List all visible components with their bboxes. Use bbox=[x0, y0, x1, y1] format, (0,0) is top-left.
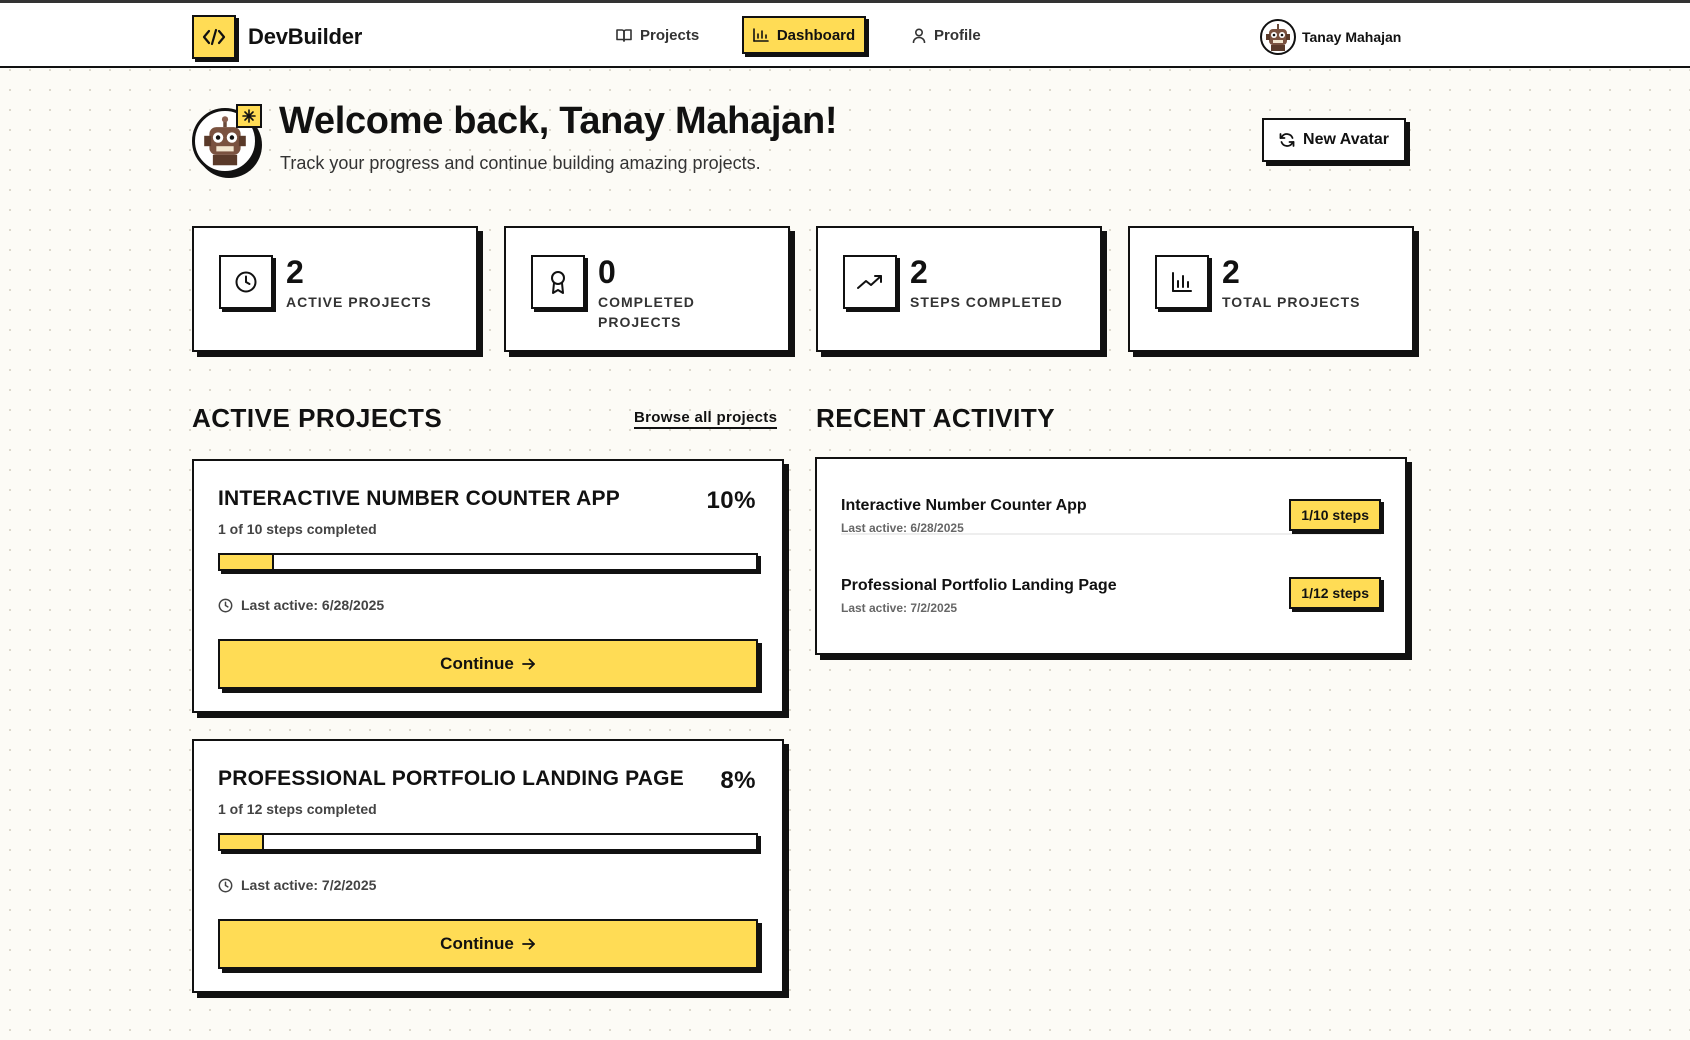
nav-projects-label: Projects bbox=[640, 26, 700, 44]
activity-date: Last active: 6/28/2025 bbox=[841, 521, 964, 535]
bar-chart-icon bbox=[753, 28, 769, 42]
continue-label: Continue bbox=[440, 934, 514, 953]
project-card bbox=[192, 459, 784, 713]
stat-value: 0 bbox=[598, 254, 616, 290]
award-icon bbox=[531, 255, 585, 309]
arrow-right-icon bbox=[522, 658, 536, 670]
brand-logo[interactable] bbox=[192, 15, 362, 59]
trending-up-icon bbox=[843, 255, 897, 309]
book-icon bbox=[616, 28, 632, 42]
progress-fill bbox=[220, 555, 274, 569]
activity-name: Interactive Number Counter App bbox=[841, 497, 1087, 514]
user-name: Tanay Mahajan bbox=[1302, 29, 1402, 45]
project-card bbox=[192, 739, 784, 993]
user-icon bbox=[912, 28, 926, 43]
stat-card-total-projects bbox=[1128, 226, 1414, 352]
stat-card-steps-completed bbox=[816, 226, 1102, 352]
page-subtitle: Track your progress and continue building amazing projects. bbox=[280, 153, 761, 173]
nav-projects[interactable] bbox=[616, 16, 699, 54]
project-last-active-text: Last active: 7/2/2025 bbox=[241, 877, 377, 893]
recent-activity-heading: RECENT ACTIVITY bbox=[816, 403, 1056, 433]
new-avatar-label: New Avatar bbox=[1303, 131, 1389, 148]
active-projects-heading: ACTIVE PROJECTS bbox=[192, 403, 443, 433]
clock-icon bbox=[218, 598, 233, 613]
nav-dashboard[interactable] bbox=[742, 16, 866, 54]
stat-value: 2 bbox=[910, 254, 928, 290]
project-percent: 8% bbox=[720, 767, 756, 794]
steps-badge: 1/12 steps bbox=[1289, 577, 1381, 609]
stat-label: ACTIVE PROJECTS bbox=[286, 294, 432, 310]
user-menu[interactable] bbox=[1260, 19, 1401, 55]
arrow-right-icon bbox=[522, 938, 536, 950]
sparkle-icon bbox=[236, 104, 262, 128]
nav-profile-label: Profile bbox=[934, 26, 981, 44]
project-steps: 1 of 10 steps completed bbox=[218, 521, 377, 537]
progress-bar bbox=[218, 833, 758, 851]
recent-activity-card bbox=[815, 457, 1407, 655]
steps-badge: 1/10 steps bbox=[1289, 499, 1381, 531]
refresh-icon bbox=[1279, 132, 1295, 148]
continue-button[interactable] bbox=[218, 919, 758, 969]
activity-item[interactable] bbox=[841, 577, 1381, 653]
progress-fill bbox=[220, 835, 264, 849]
project-last-active bbox=[218, 597, 384, 613]
activity-name: Professional Portfolio Landing Page bbox=[841, 577, 1117, 594]
activity-date: Last active: 7/2/2025 bbox=[841, 601, 958, 615]
project-last-active bbox=[218, 877, 376, 893]
stat-value: 2 bbox=[286, 254, 304, 290]
project-steps: 1 of 12 steps completed bbox=[218, 801, 377, 817]
clock-icon bbox=[219, 255, 273, 309]
stat-card-completed-projects bbox=[504, 226, 790, 352]
nav-dashboard-label: Dashboard bbox=[776, 26, 856, 44]
clock-icon bbox=[218, 878, 233, 893]
stat-label: TOTAL PROJECTS bbox=[1222, 294, 1361, 310]
project-last-active-text: Last active: 6/28/2025 bbox=[241, 597, 385, 613]
project-title: PROFESSIONAL PORTFOLIO LANDING PAGE bbox=[218, 767, 684, 790]
avatar bbox=[1260, 19, 1296, 55]
continue-button[interactable] bbox=[218, 639, 758, 689]
project-percent: 10% bbox=[706, 487, 756, 514]
brand-name: DevBuilder bbox=[248, 24, 363, 49]
stat-value: 2 bbox=[1222, 254, 1240, 290]
project-title: INTERACTIVE NUMBER COUNTER APP bbox=[218, 487, 620, 510]
stat-label: COMPLETED PROJECTS bbox=[598, 294, 695, 330]
browse-all-projects-link[interactable]: Browse all projects bbox=[634, 409, 777, 429]
new-avatar-button[interactable] bbox=[1262, 118, 1406, 162]
code-icon bbox=[192, 15, 236, 59]
stat-card-active-projects bbox=[192, 226, 478, 352]
bar-chart-icon bbox=[1155, 255, 1209, 309]
nav-profile[interactable] bbox=[912, 16, 981, 54]
continue-label: Continue bbox=[440, 654, 514, 673]
activity-item[interactable] bbox=[841, 459, 1381, 535]
page-title: Welcome back, Tanay Mahajan! bbox=[279, 100, 838, 142]
stat-label: STEPS COMPLETED bbox=[910, 294, 1063, 310]
progress-bar bbox=[218, 553, 758, 571]
top-navbar bbox=[0, 0, 1690, 68]
